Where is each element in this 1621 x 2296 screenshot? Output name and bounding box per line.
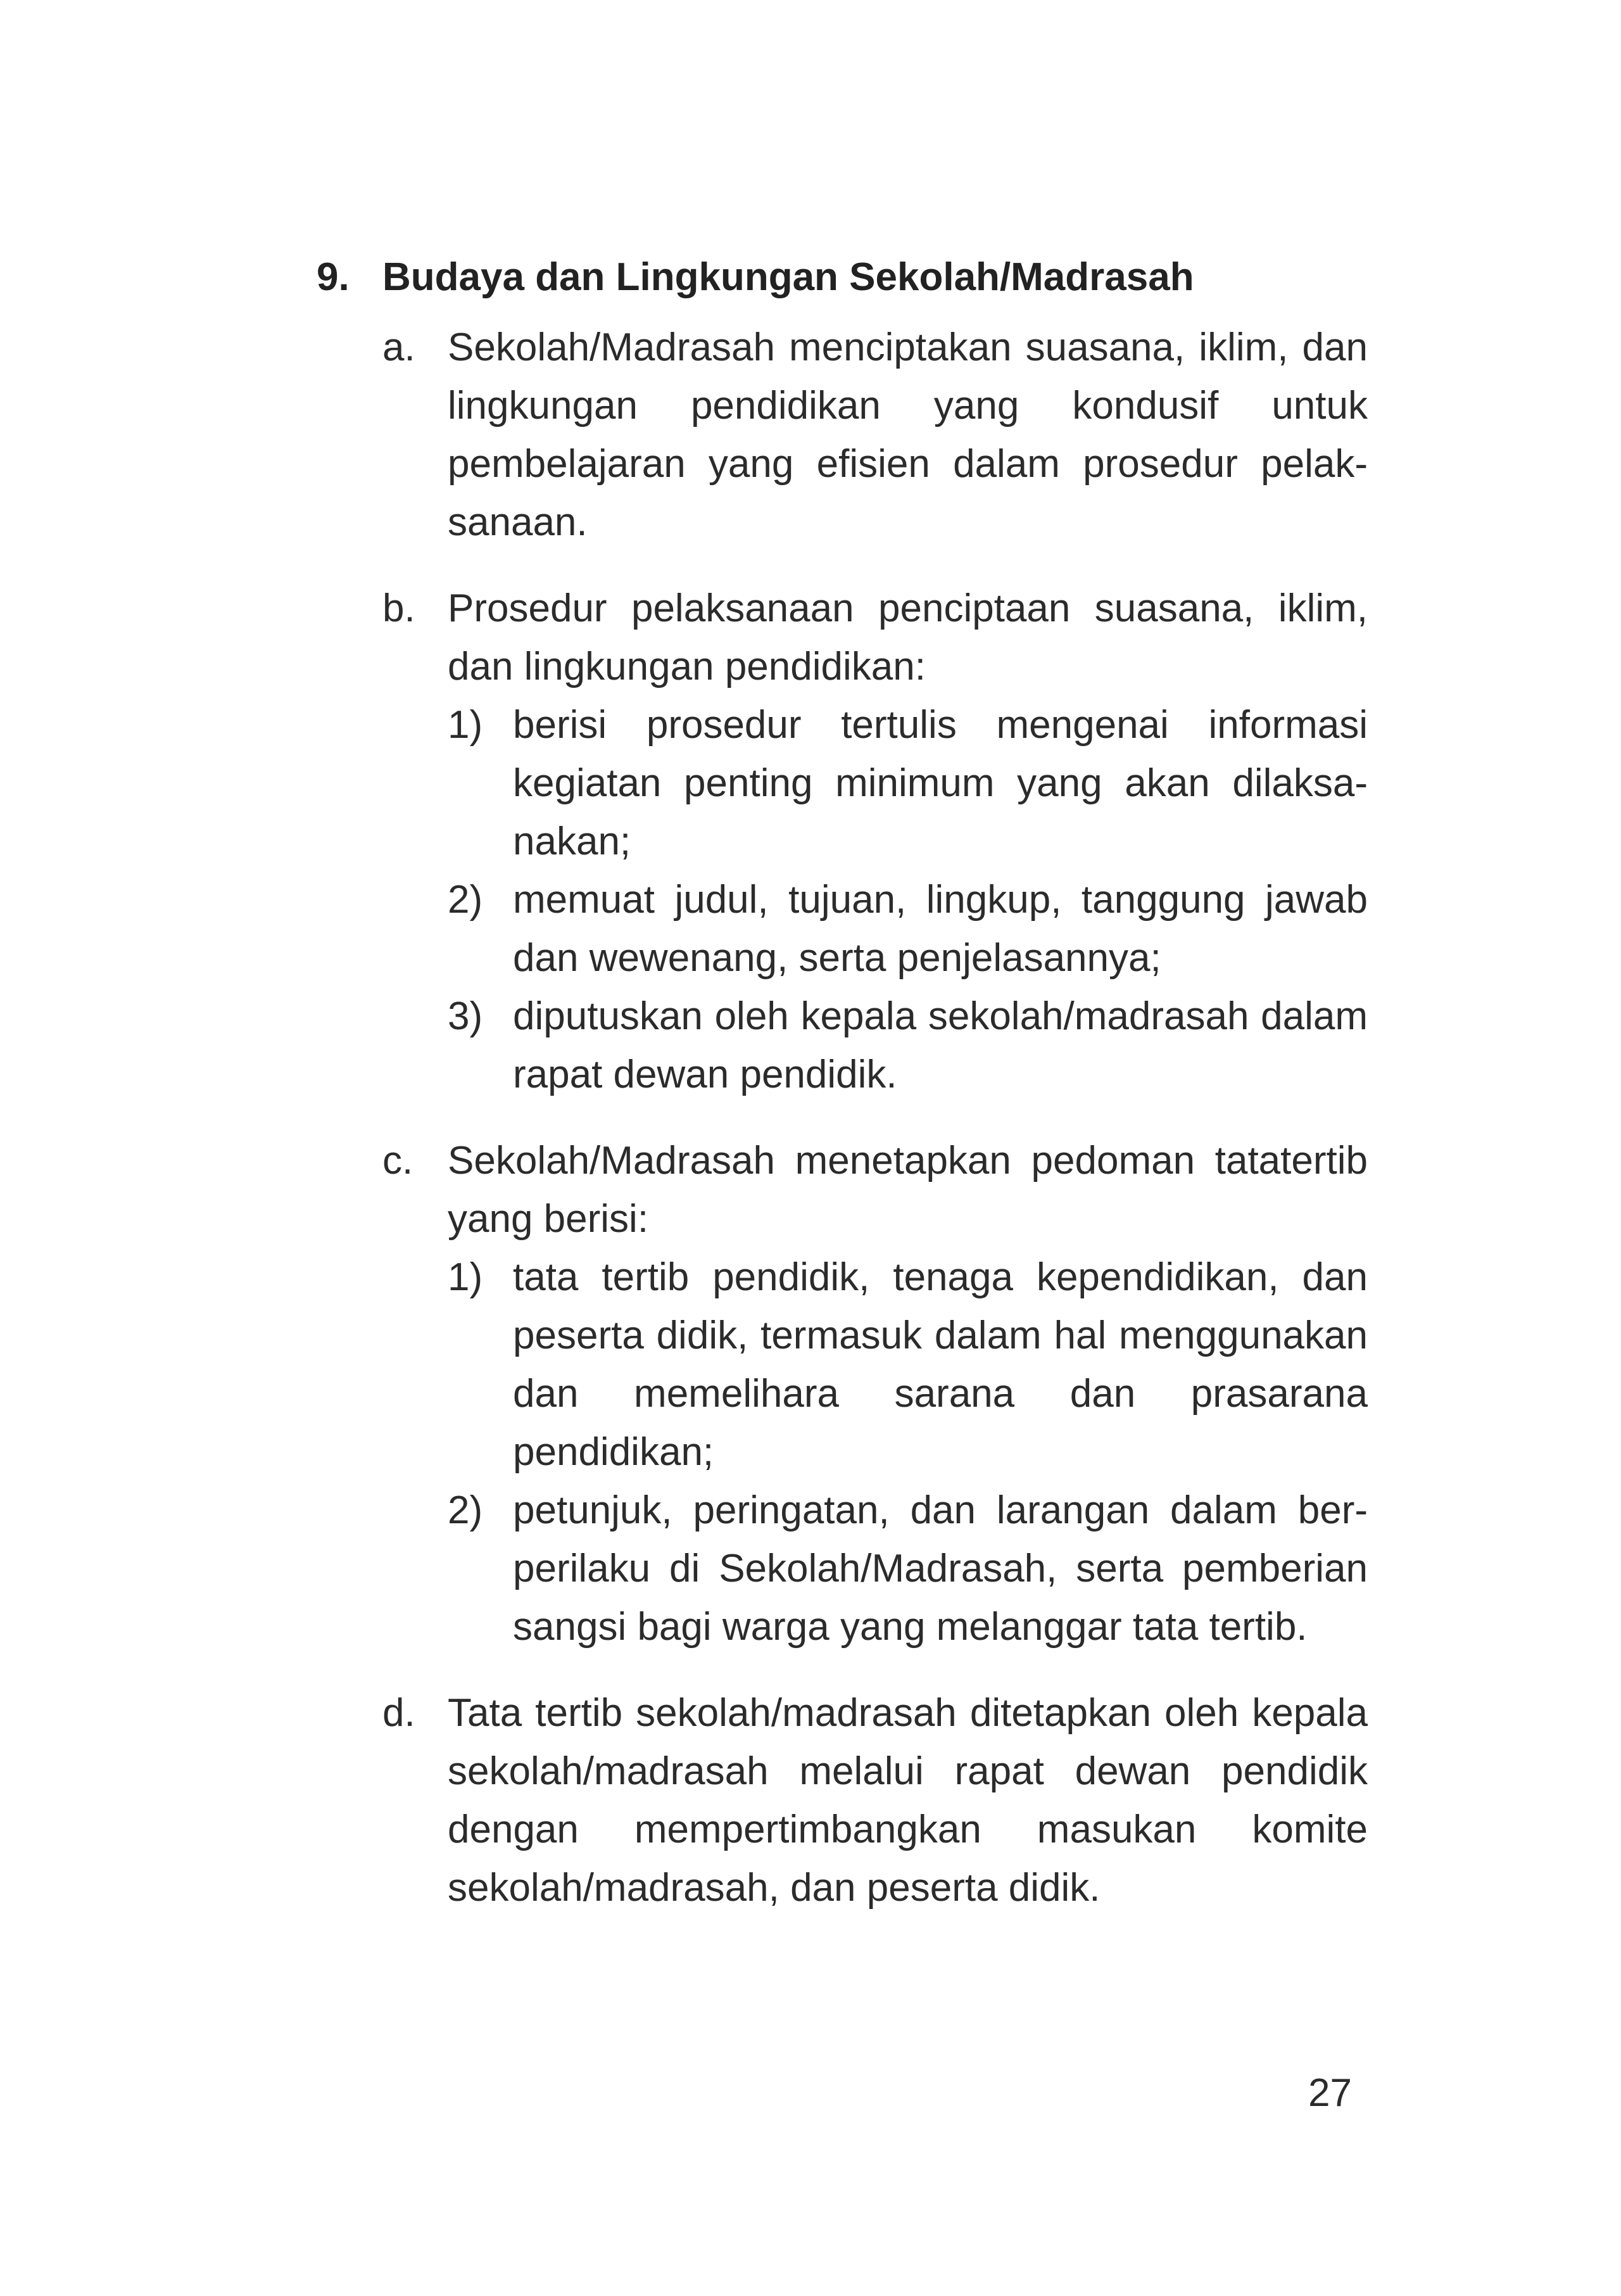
list-item-body (448, 319, 1368, 552)
sub-list-item-text: diputuskan oleh kepala sekolah/madrasah dalam rapat dewan pendidik. (513, 994, 1368, 1096)
list-item-c (382, 1132, 1368, 1656)
sub-list-item (448, 871, 1368, 987)
list-item-a (382, 319, 1368, 552)
page-content (317, 250, 1368, 1945)
section-heading (317, 250, 1368, 305)
list-item-marker: a. (382, 326, 415, 369)
list-item-marker: c. (382, 1139, 413, 1183)
list-item-text: Sekolah/Madrasah menetapkan pedoman tatatertib yang berisi: (448, 1139, 1368, 1241)
list-item-marker: d. (382, 1691, 415, 1735)
list-item-text: Tata tertib sekolah/madrasah ditetapkan oleh kepala sekolah/madrasah melalui rapat dewan pendidik dengan mempertimbangkan masukan komite sekolah/madrasah, dan peserta didik. (448, 1691, 1368, 1910)
sub-list-item-marker: 2) (448, 1488, 483, 1532)
sub-list-item-text: petunjuk, peringatan, dan larangan dalam berperilaku di Sekolah/Madrasah, serta pemberian sangsi bagi warga yang melanggar tata tertib. (513, 1488, 1368, 1649)
sub-list-item-marker: 2) (448, 878, 483, 922)
list-item-text: Prosedur pelaksanaan penciptaan suasana, iklim, dan lingkungan pendidikan: (448, 587, 1368, 688)
section-title: Budaya dan Lingkungan Sekolah/Madrasah (382, 255, 1194, 299)
list-item-body (448, 580, 1368, 1104)
section-number: 9. (317, 255, 350, 299)
list-item-marker: b. (382, 587, 415, 630)
list-item-b (382, 580, 1368, 1104)
page-number: 27 (1308, 2071, 1352, 2115)
list-item-text: Sekolah/Madrasah menciptakan suasana, iklim, dan lingkungan pendidikan yang kondusif untuk pembelajaran yang efisien dalam prosedur pelaksanaan. (448, 326, 1368, 544)
sub-list-item (448, 1248, 1368, 1481)
sub-list-item (448, 696, 1368, 871)
sub-list-item (448, 1481, 1368, 1656)
list-item-body (448, 1684, 1368, 1917)
sub-list-item-marker: 1) (448, 703, 483, 747)
sub-list-item-text: tata tertib pendidik, tenaga kependidikan, dan peserta didik, termasuk dalam hal menggunakan dan memelihara sarana dan prasarana pendidikan; (513, 1255, 1368, 1474)
list-item-body (448, 1132, 1368, 1656)
sub-list-item-text: berisi prosedur tertulis mengenai informasi kegiatan penting minimum yang akan dilaksanakan; (513, 703, 1368, 863)
list-item-d (382, 1684, 1368, 1917)
sub-list-item (448, 987, 1368, 1104)
sub-list-item-text: memuat judul, tujuan, lingkup, tanggung jawab dan wewenang, serta penjelasannya; (513, 878, 1368, 980)
sub-list-item-marker: 1) (448, 1255, 483, 1299)
sub-list-item-marker: 3) (448, 994, 483, 1038)
